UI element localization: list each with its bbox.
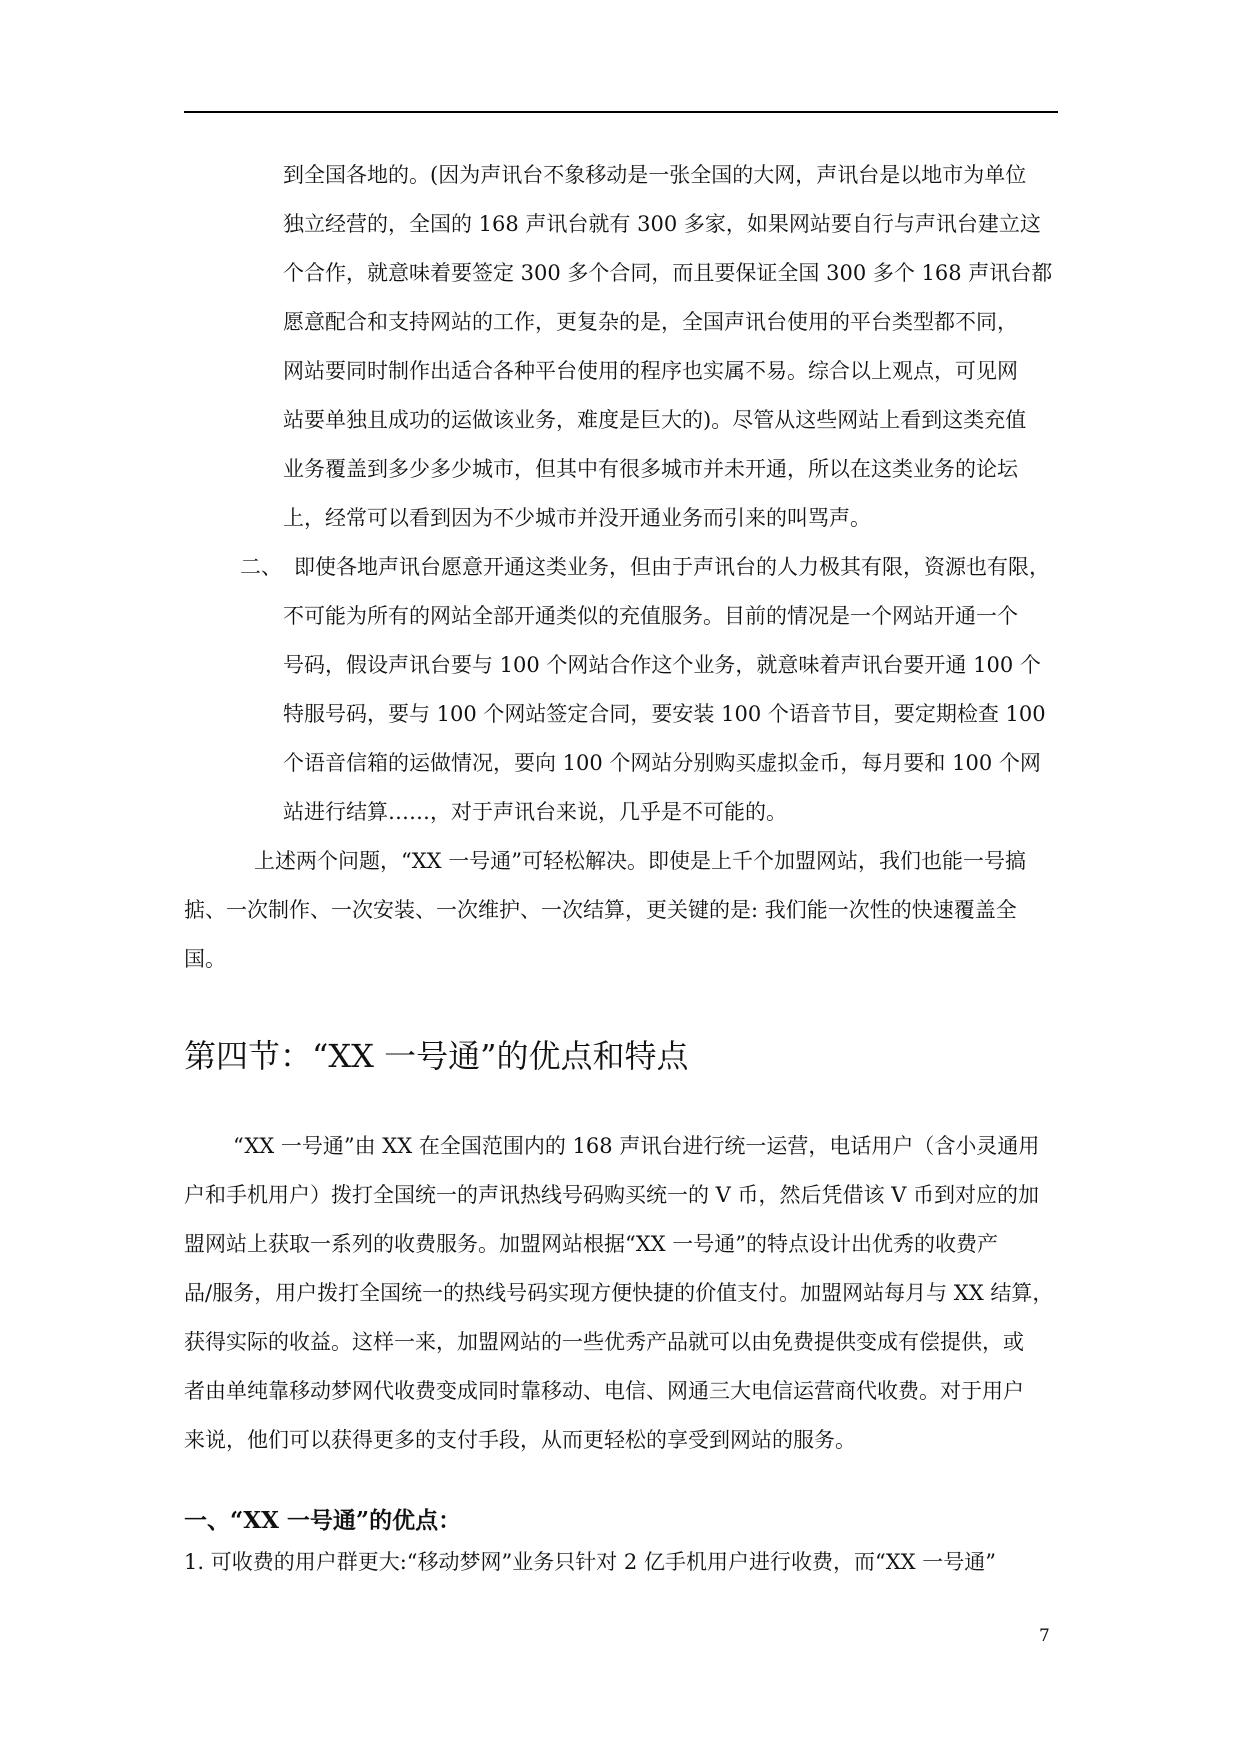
paragraph-line: 掂、一次制作、一次安装、一次维护、一次结算，更关键的是: 我们能一次性的快速覆盖全 (184, 898, 1017, 922)
paragraph-line: 独立经营的，全国的 168 声讯台就有 300 多家，如果网站要自行与声讯台建立这 (283, 212, 1041, 236)
paragraph-line: 个合作，就意味着要签定 300 多个合同，而且要保证全国 300 多个 168 声讯台都 (283, 261, 1053, 285)
paragraph-line: 特服号码，要与 100 个网站签定合同，要安装 100 个语音节目，要定期检查 100 (283, 702, 1046, 726)
paragraph-line: 户和手机用户）拨打全国统一的声讯热线号码购买统一的 V 币，然后凭借该 V 币到对应的加 (184, 1183, 1040, 1207)
header-rule (184, 111, 1058, 113)
paragraph-line: 国。 (184, 947, 226, 971)
paragraph-line: 上述两个问题，“XX 一号通”可轻松解决。即使是上千个加盟网站，我们也能一号搞 (254, 849, 1027, 873)
list-marker: 二、 (240, 555, 282, 579)
paragraph-line: 愿意配合和支持网站的工作，更复杂的是，全国声讯台使用的平台类型都不同， (283, 310, 1018, 334)
paragraph-line: 个语音信箱的运做情况，要向 100 个网站分别购买虚拟金币，每月要和 100 个网 (283, 751, 1041, 775)
paragraph-line: “XX 一号通”由 XX 在全国范围内的 168 声讯台进行统一运营，电话用户（含小灵通用 (233, 1134, 1040, 1158)
paragraph-line: 业务覆盖到多少多少城市，但其中有很多城市并未开通，所以在这类业务的论坛 (283, 457, 1018, 481)
list-item-one: 1. 可收费的用户群更大:“移动梦网”业务只针对 2 亿手机用户进行收费，而“XX 一号通” (184, 1550, 997, 1574)
paragraph-line: 来说，他们可以获得更多的支付手段，从而更轻松的享受到网站的服务。 (184, 1428, 856, 1452)
paragraph-line: 者由单纯靠移动梦网代收费变成同时靠移动、电信、网通三大电信运营商代收费。对于用户 (184, 1379, 1024, 1403)
paragraph-line: 号码，假设声讯台要与 100 个网站合作这个业务，就意味着声讯台要开通 100 个 (283, 653, 1041, 677)
paragraph-line: 盟网站上获取一系列的收费服务。加盟网站根据“XX 一号通”的特点设计出优秀的收费产 (184, 1232, 999, 1256)
paragraph-line: 站要单独且成功的运做该业务，难度是巨大的)。尽管从这些网站上看到这类充值 (283, 408, 1027, 432)
paragraph-line: 站进行结算……，对于声讯台来说，几乎是不可能的。 (283, 800, 787, 824)
page-number: 7 (1039, 1626, 1050, 1646)
section-heading: 第四节：“XX 一号通”的优点和特点 (184, 1037, 689, 1075)
paragraph-line: 上，经常可以看到因为不少城市并没开通业务而引来的叫骂声。 (283, 506, 871, 530)
paragraph-line: 即使各地声讯台愿意开通这类业务，但由于声讯台的人力极其有限，资源也有限， (294, 555, 1050, 579)
subsection-heading: 一、“XX 一号通”的优点： (184, 1507, 462, 1534)
paragraph-line: 不可能为所有的网站全部开通类似的充值服务。目前的情况是一个网站开通一个 (283, 604, 1018, 628)
paragraph-line: 品/服务，用户拨打全国统一的热线号码实现方便快捷的价值支付。加盟网站每月与 XX 结算， (184, 1281, 1054, 1305)
paragraph-line: 获得实际的收益。这样一来，加盟网站的一些优秀产品就可以由免费提供变成有偿提供，或 (184, 1330, 1024, 1354)
paragraph-line: 到全国各地的。(因为声讯台不象移动是一张全国的大网，声讯台是以地市为单位 (283, 163, 1027, 187)
paragraph-line: 网站要同时制作出适合各种平台使用的程序也实属不易。综合以上观点，可见网 (283, 359, 1018, 383)
